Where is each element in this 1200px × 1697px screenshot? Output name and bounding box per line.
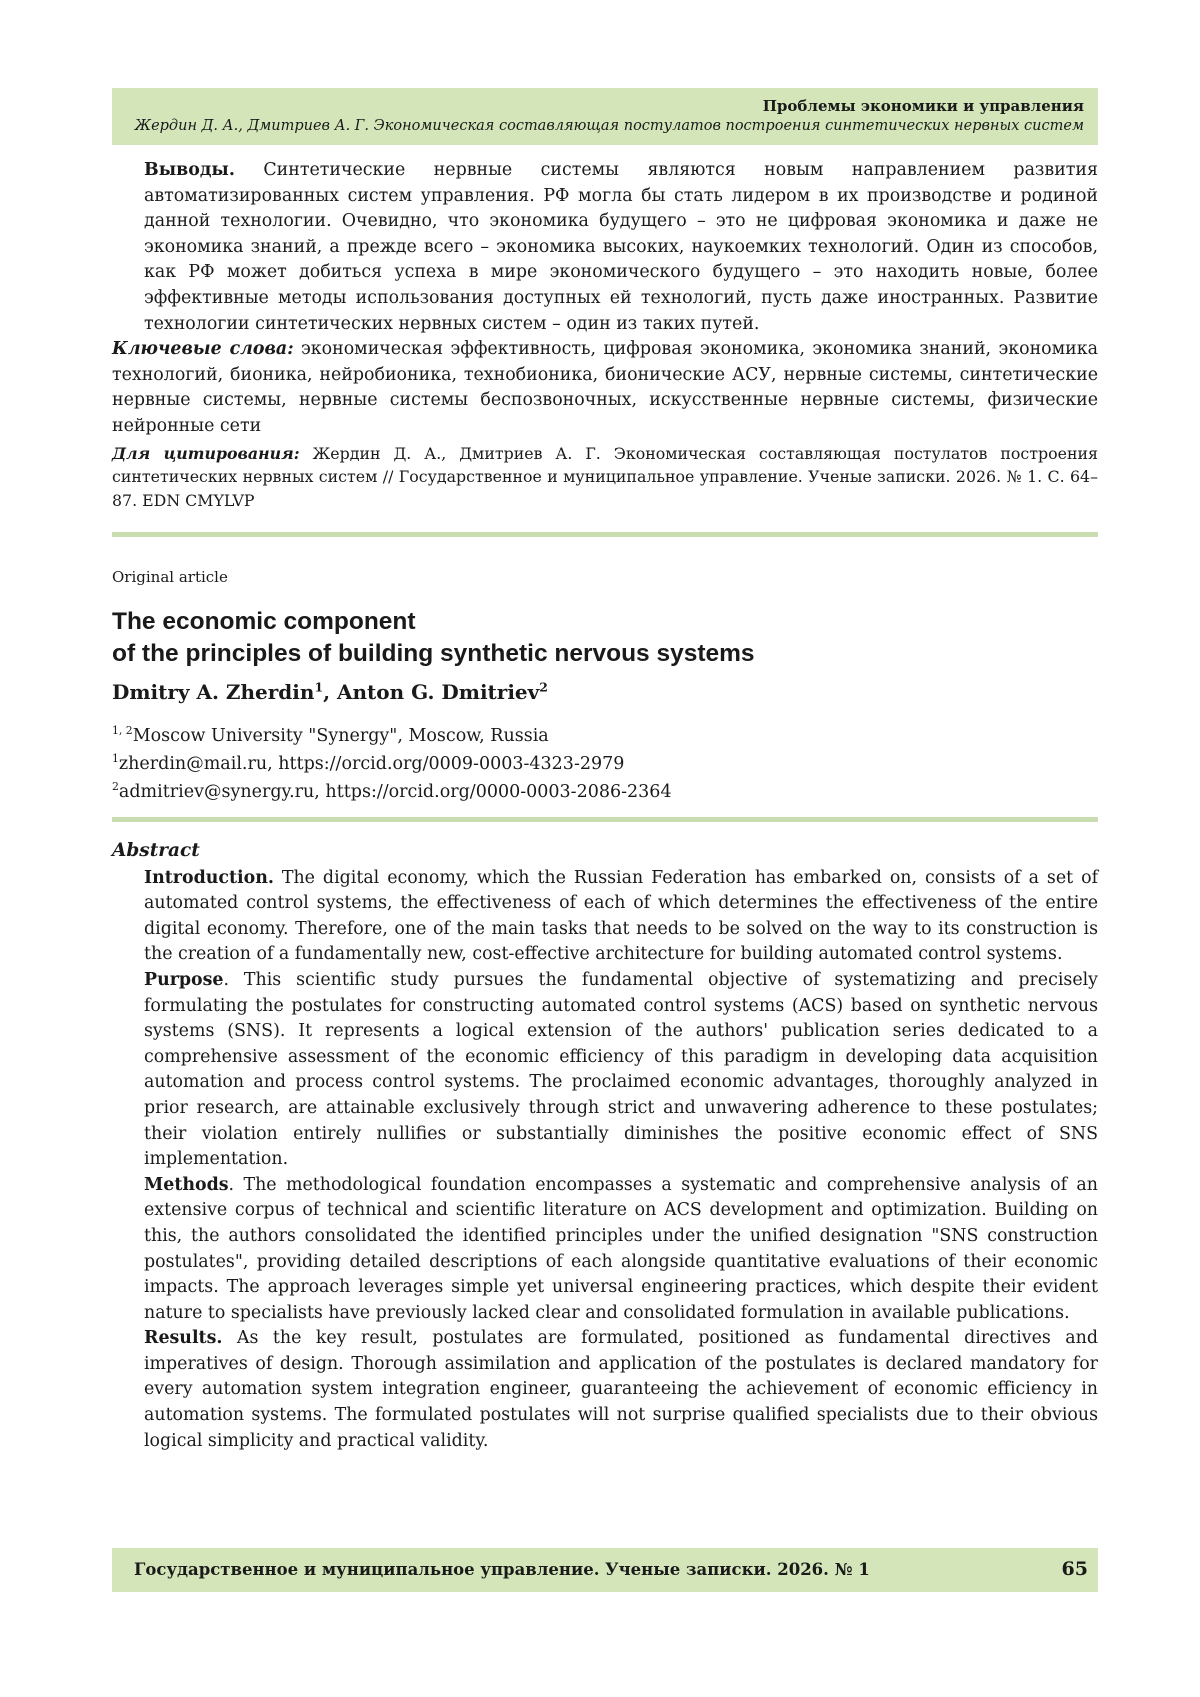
page-footer (112, 1548, 1098, 1592)
conclusions-label: Выводы. (144, 160, 235, 180)
divider-top (112, 532, 1098, 537)
results-label: Results. (144, 1328, 223, 1349)
affiliation-text: Moscow University "Synergy", Moscow, Russia (132, 726, 549, 746)
contact-2-sup: 2 (112, 780, 119, 794)
contact-2-text: admitriev@synergy.ru, https://orcid.org/0000-0003-2086-2364 (118, 782, 672, 802)
author-1-sup: 1 (314, 679, 324, 695)
author-separator: , (323, 680, 337, 704)
purpose-label: Purpose (144, 969, 224, 990)
title-line-1: The economic component (112, 608, 416, 635)
introduction-paragraph (112, 866, 1098, 968)
keywords-label: Ключевые слова: (112, 339, 294, 360)
affiliation-sup: 1, 2 (112, 724, 133, 738)
journal-section: Проблемы экономики и управления (762, 97, 1084, 115)
page-number: 65 (1061, 1558, 1088, 1580)
conclusions-text: Синтетические нервные системы являются новым направлением развития автоматизированных систем управления. РФ могла бы стать лидером в их производстве и родиной данной технологии. Очевидно, что экономика будущего – это не цифровая экономика и даже не экономика знаний, а прежде всего – экономика высоких, наукоемких технологий. Один из способов, как РФ может добиться успеха в мире экономического будущего – это находить новые, более эффективные методы использования доступных ей технологий, пусть даже иностранных. Развитие технологии синтетических нервных систем – один из таких путей. (144, 160, 1098, 334)
contact-1 (112, 750, 672, 778)
contact-2 (112, 778, 672, 806)
methods-text: . The methodological foundation encompasses a systematic and comprehensive analysis of an extensive corpus of technical and scientific literature on ACS development and optimization. Building on this, the authors consolidated the identified principles under the unified designation "SNS construction postulates", providing detailed descriptions of each alongside quantitative evaluations of their economic impacts. The approach leverages simple yet universal engineering practices, which despite their evident nature to specialists have previously lacked clear and consolidated formulation in available publications. (144, 1174, 1098, 1323)
authors (112, 680, 548, 704)
conclusions-paragraph (112, 158, 1098, 337)
author-2-sup: 2 (539, 679, 548, 695)
article-type: Original article (112, 568, 228, 586)
russian-summary (112, 158, 1098, 512)
citation-label: Для цитирования: (112, 443, 300, 463)
results-text: As the key result, postulates are formulated, positioned as fundamental directives and imperatives of design. Thorough assimilation and application of the postulates is declared mandatory for every automation system integration engineer, guaranteeing the achievement of economic efficiency in automation systems. The formulated postulates will not surprise qualified specialists due to their obvious logical simplicity and practical validity. (144, 1328, 1098, 1451)
author-2: Anton G. Dmitriev (337, 680, 540, 704)
title-line-2: of the principles of building synthetic nervous systems (112, 640, 755, 667)
affiliations (112, 722, 672, 806)
introduction-text: The digital economy, which the Russian Federation has embarked on, consists of a set of automated control systems, the effectiveness of each of which determines the effectiveness of the entire digital economy. Therefore, one of the main tasks that needs to be solved on the way to its construction is the creation of a fundamentally new, cost-effective architecture for building automated control systems. (144, 867, 1098, 965)
contact-1-sup: 1 (112, 752, 119, 766)
methods-paragraph (112, 1173, 1098, 1327)
running-title: Жердин Д. А., Дмитриев А. Г. Экономическая составляющая постулатов построения синтетических нервных систем (134, 118, 1084, 134)
author-1: Dmitry A. Zherdin (112, 680, 315, 704)
contact-1-text: zherdin@mail.ru, https://orcid.org/0009-0003-4323-2979 (118, 754, 625, 774)
article-title (112, 606, 755, 670)
citation-text: Жердин Д. А., Дмитриев А. Г. Экономическая составляющая постулатов построения синтетических нервных систем // Государственное и муниципальное управление. Ученые записки. 2026. № 1. С. 64–87. EDN CMYLVP (112, 443, 1098, 510)
keywords-text: экономическая эффективность, цифровая экономика, экономика знаний, экономика технологий, бионика, нейробионика, технобионика, бионические АСУ, нервные системы, синтетические нервные системы, нервные системы беспозвоночных, искусственные нервные системы, физические нейронные сети (112, 339, 1098, 436)
results-paragraph (112, 1326, 1098, 1454)
purpose-paragraph (112, 968, 1098, 1173)
methods-label: Methods (144, 1174, 229, 1195)
citation-paragraph (112, 442, 1098, 513)
footer-journal-title: Государственное и муниципальное управление. Ученые записки. 2026. № 1 (134, 1560, 870, 1579)
purpose-text: . This scientific study pursues the fundamental objective of systematizing and precisely formulating the postulates for constructing automated control systems (ACS) based on synthetic nervous systems (SNS). It represents a logical extension of the authors' publication series dedicated to a comprehensive assessment of the economic efficiency of this paradigm in developing data acquisition automation and process control systems. The proclaimed economic advantages, thoroughly analyzed in prior research, are attainable exclusively through strict and unwavering adherence to these postulates; their violation entirely nullifies or substantially diminishes the positive economic effect of SNS implementation. (144, 969, 1098, 1170)
abstract (112, 838, 1098, 1454)
page-header (112, 88, 1098, 145)
affiliation-line (112, 722, 672, 750)
introduction-label: Introduction. (144, 867, 274, 888)
keywords-paragraph (112, 337, 1098, 439)
abstract-heading: Abstract (112, 840, 200, 861)
divider-middle (112, 817, 1098, 822)
